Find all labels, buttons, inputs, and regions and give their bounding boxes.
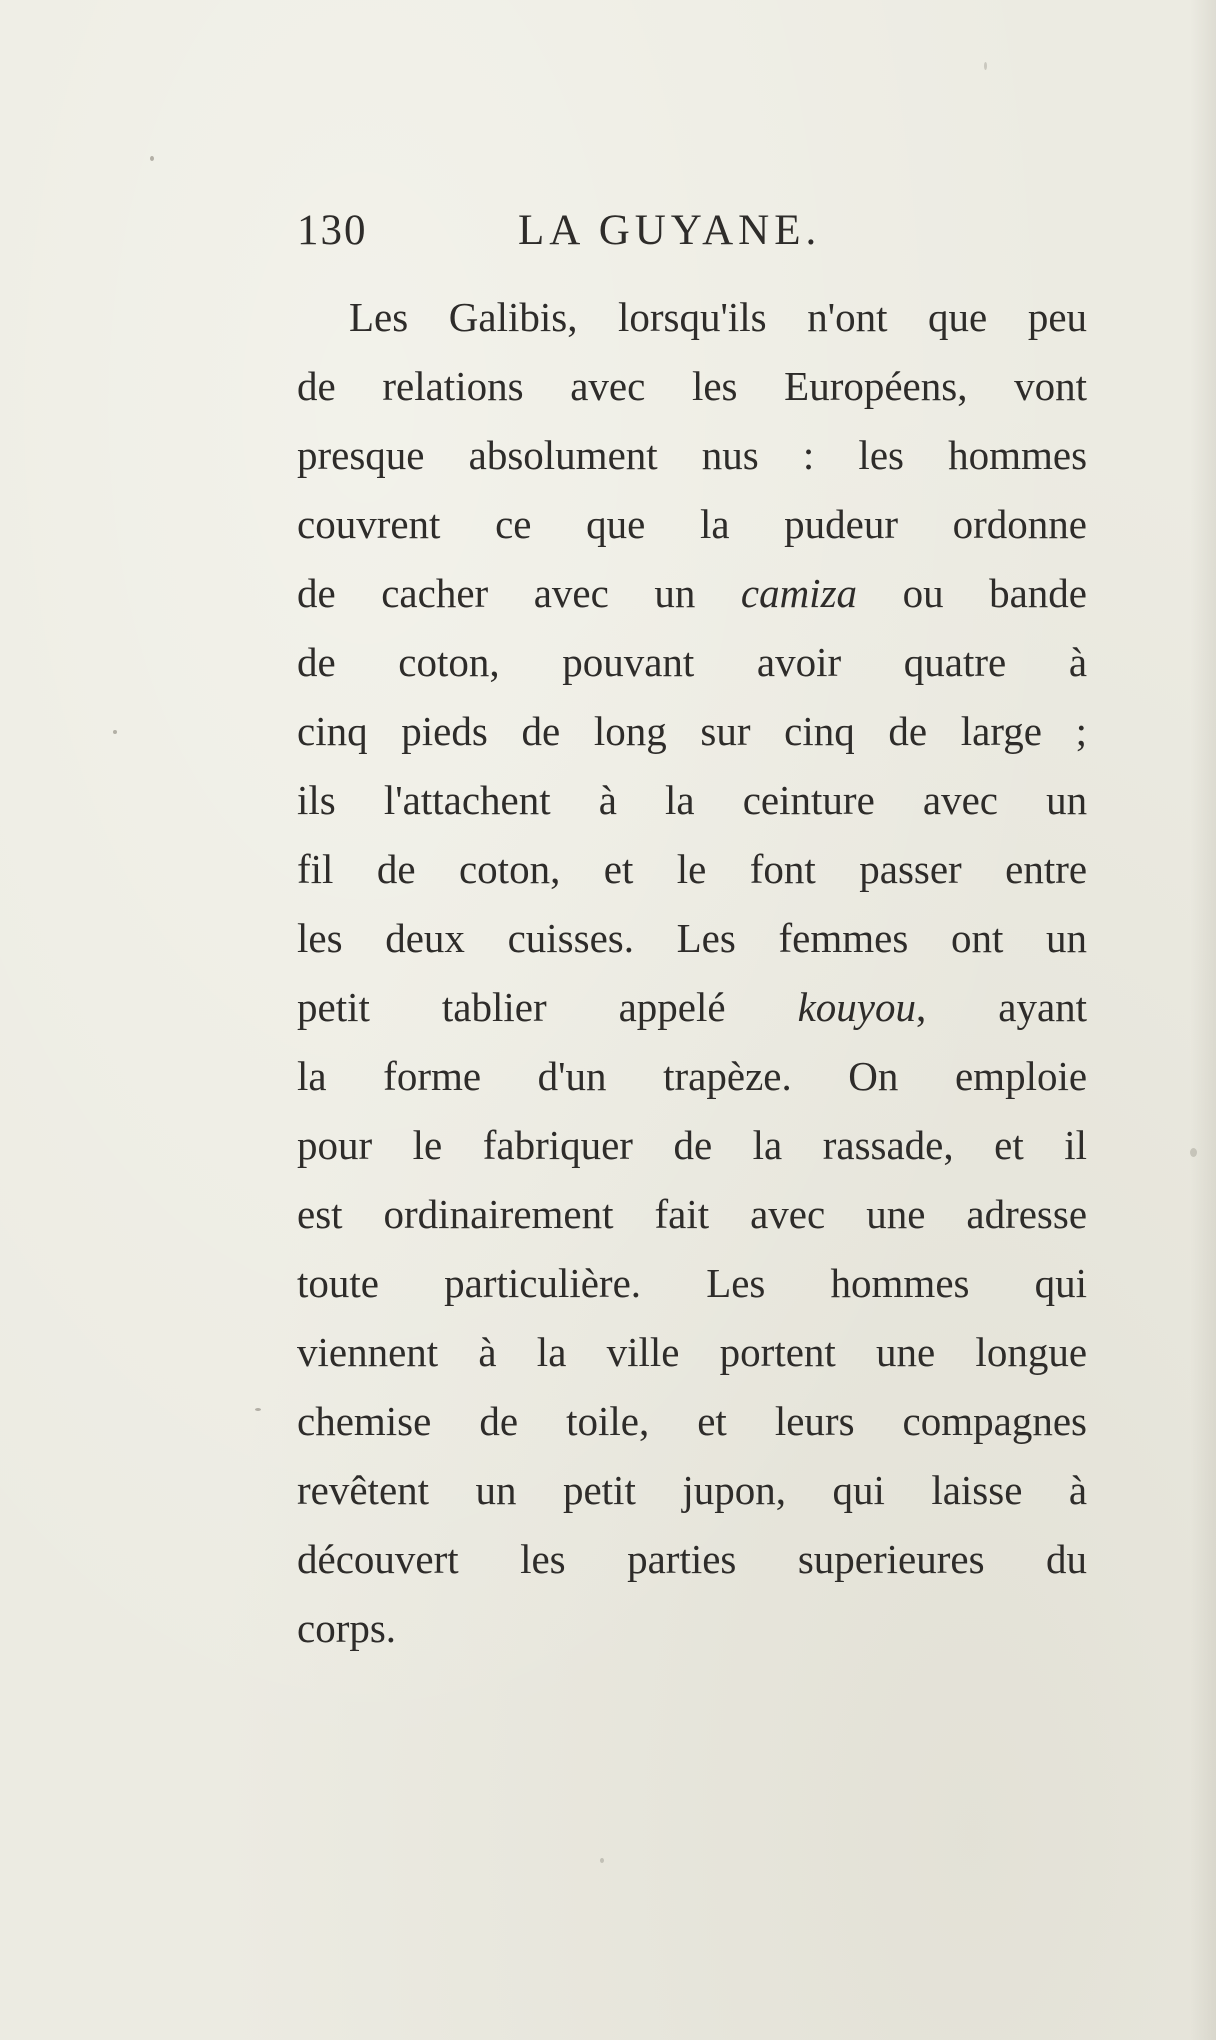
text-line: toute particulière. Les hommes qui (297, 1260, 1087, 1306)
paper-speck (255, 1408, 261, 1411)
text-line: presque absolument nus : les hommes (297, 432, 1087, 478)
text-line: corps. (297, 1605, 397, 1651)
page-edge-shadow (1190, 0, 1216, 2040)
paper-speck (984, 62, 987, 70)
paper-speck (113, 730, 117, 734)
running-title: LA GUYANE. (518, 207, 822, 254)
page-number: 130 (297, 207, 368, 254)
text-line: Les Galibis, lorsqu'ils n'ont que peu (349, 294, 1087, 340)
text-line: petit tablier appelé kouyou, ayant (297, 984, 1087, 1030)
paragraph (297, 283, 1087, 1663)
paper-speck (1190, 1148, 1197, 1157)
running-header (297, 206, 1087, 270)
text-line: fil de coton, et le font passer entre (297, 846, 1087, 892)
text-line: est ordinairement fait avec une adresse (297, 1191, 1087, 1237)
text-line: de relations avec les Européens, vont (297, 363, 1087, 409)
text-line: les deux cuisses. Les femmes ont un (297, 915, 1087, 961)
text-line: chemise de toile, et leurs compagnes (297, 1398, 1087, 1444)
paper-speck (150, 156, 154, 161)
italic-term: kouyou (797, 984, 916, 1030)
text-line: la forme d'un trapèze. On emploie (297, 1053, 1087, 1099)
italic-term: camiza (740, 570, 858, 616)
text-line: ils l'attachent à la ceinture avec un (297, 777, 1087, 823)
text-line: revêtent un petit jupon, qui laisse à (297, 1467, 1087, 1513)
text-line: cinq pieds de long sur cinq de large ; (297, 708, 1087, 754)
paper-speck (600, 1858, 604, 1863)
text-line: de cacher avec un camiza ou bande (297, 570, 1087, 616)
text-line: découvert les parties superieures du (297, 1536, 1087, 1582)
text-line: de coton, pouvant avoir quatre à (297, 639, 1087, 685)
text-line: pour le fabriquer de la rassade, et il (297, 1122, 1087, 1168)
text-line: couvrent ce que la pudeur ordonne (297, 501, 1087, 547)
text-line: viennent à la ville portent une longue (297, 1329, 1087, 1375)
